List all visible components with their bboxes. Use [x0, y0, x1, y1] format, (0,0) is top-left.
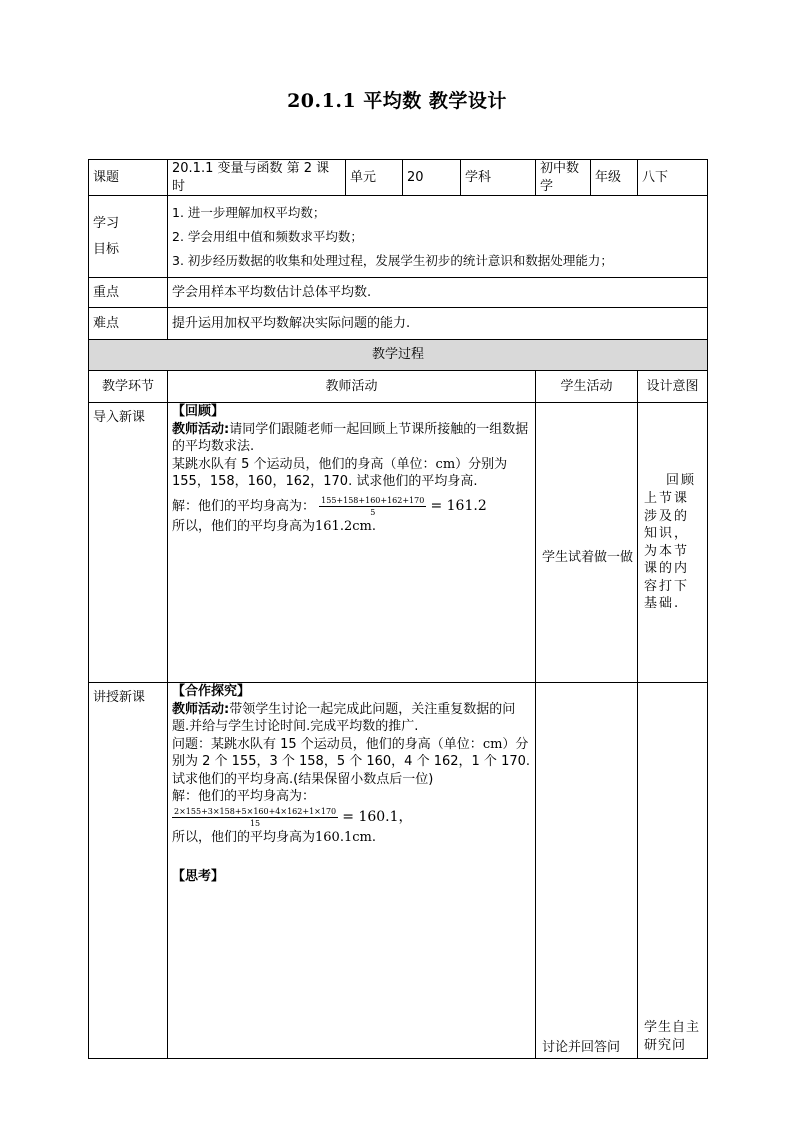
conclusion-suffix: .	[371, 518, 376, 534]
course-value: 20.1.1 变量与函数 第 2 课时	[168, 160, 346, 196]
conclusion-line	[172, 829, 531, 847]
problem-text	[172, 736, 531, 789]
stage-label: 导入新课	[93, 410, 146, 426]
teacher-activity-label: 教师活动:	[172, 701, 230, 717]
teacher-activity-text: 请同学们跟随老师一起回顾上节课所接触的一组数据的平均数求法.	[172, 421, 529, 455]
grade-value: 八下	[638, 160, 708, 196]
problem-text-b: ）分别为 2 个 155，3 个 158，5 个 160，4 个 162，1 个 170. 试求他们的平均身高.(结果保留小数点后一位)	[172, 736, 531, 787]
unit-cm: cm	[482, 736, 503, 752]
conclusion-prefix: 所以，他们的平均身高为	[172, 518, 316, 534]
fraction-result: = 160.1，	[342, 808, 413, 825]
section-heading: 【合作探究】	[172, 684, 251, 700]
subject-value: 初中数学	[536, 160, 591, 196]
conclusion-prefix: 所以，他们的平均身高为	[172, 829, 316, 845]
section-intro-row	[89, 403, 708, 683]
teacher-activity	[172, 701, 531, 736]
student-activity-text: 学生试着做一做	[542, 549, 634, 565]
think-heading: 【思考】	[172, 869, 225, 885]
document-title: 20.1.1 平均数 教学设计	[287, 90, 507, 112]
course-label: 课题	[89, 160, 168, 196]
stage-label: 讲授新课	[93, 690, 146, 706]
fraction-denominator: 5	[370, 507, 376, 517]
section-teach-design	[638, 683, 708, 1059]
conclusion-value: 160.1cm	[315, 829, 372, 845]
subject-label: 学科	[461, 160, 536, 196]
key-point-label: 重点	[89, 278, 168, 308]
problem-text-a: 某跳水队有 5 个运动员，他们的身高（单位：	[172, 456, 436, 472]
problem-text-b: ）分别为 155，158，160，162，170. 试求他们的平均身高.	[172, 456, 508, 490]
average-fraction	[172, 806, 338, 829]
column-header-row	[89, 371, 708, 403]
info-row	[89, 160, 708, 196]
design-intent-text: 学生自主研究问	[644, 1020, 701, 1053]
section-teach-student	[536, 683, 638, 1059]
solution-prefix: 解：他们的平均身高为：	[172, 498, 316, 514]
unit-cm: cm	[435, 456, 456, 472]
problem-text-a: 问题：某跳水队有 15 个运动员，他们的身高（单位：	[172, 736, 483, 752]
objectives-row	[89, 196, 708, 278]
fraction-numerator: 2×155+3×158+5×160+4×162+1×170	[174, 806, 337, 816]
objective-item: 1. 进一步理解加权平均数；	[172, 204, 326, 220]
section-intro-stage	[89, 403, 168, 683]
solution-line	[172, 495, 531, 518]
section-intro-student	[536, 403, 638, 683]
unit-label: 单元	[346, 160, 403, 196]
objectives-label-line1: 学习	[93, 215, 120, 231]
objectives-label	[89, 196, 168, 278]
section-heading: 【回顾】	[172, 404, 225, 420]
section-teach-teacher	[168, 683, 536, 1059]
section-teach-row	[89, 683, 708, 1059]
student-activity-text: 讨论并回答问	[542, 1039, 621, 1055]
teacher-activity-label: 教师活动:	[172, 421, 230, 437]
grade-label: 年级	[591, 160, 638, 196]
conclusion-suffix: .	[371, 829, 376, 845]
process-header: 教学过程	[89, 340, 708, 371]
fraction-result: = 161.2	[430, 497, 487, 514]
objectives-content	[168, 196, 708, 278]
column-header-stage: 教学环节	[89, 371, 168, 403]
objective-item: 2. 学会用组中值和频数求平均数；	[172, 228, 363, 244]
difficulty-value: 提升运用加权平均数解决实际问题的能力.	[168, 308, 708, 340]
solution-prefix: 解：他们的平均身高为：	[172, 789, 316, 805]
key-point-row	[89, 278, 708, 308]
column-header-teacher: 教师活动	[168, 371, 536, 403]
section-teach-stage	[89, 683, 168, 1059]
solution-line	[172, 806, 531, 829]
unit-value: 20	[403, 160, 461, 196]
fraction-denominator: 15	[249, 818, 261, 828]
conclusion-line	[172, 518, 531, 536]
problem-text	[172, 456, 531, 491]
average-fraction	[319, 495, 426, 518]
difficulty-label: 难点	[89, 308, 168, 340]
teacher-activity	[172, 421, 531, 456]
objectives-label-line2: 目标	[93, 241, 120, 257]
teacher-activity-text: 带领学生讨论一起完成此问题，关注重复数据的问题.并给与学生讨论时间.完成平均数的推广.	[172, 701, 516, 735]
process-header-row	[89, 340, 708, 371]
objective-item: 3. 初步经历数据的收集和处理过程，发展学生初步的统计意识和数据处理能力；	[172, 252, 613, 268]
design-intent-text: 回顾上节课涉及的知识，为本节课的内容打下基础.	[644, 473, 697, 612]
column-header-design: 设计意图	[638, 371, 708, 403]
lesson-plan-table	[88, 159, 708, 1059]
key-point-value: 学会用样本平均数估计总体平均数.	[168, 278, 708, 308]
column-header-student: 学生活动	[536, 371, 638, 403]
section-intro-teacher	[168, 403, 536, 683]
section-intro-design	[638, 403, 708, 683]
difficulty-row	[89, 308, 708, 340]
fraction-numerator: 155+158+160+162+170	[321, 495, 425, 505]
conclusion-value: 161.2cm	[315, 518, 372, 534]
